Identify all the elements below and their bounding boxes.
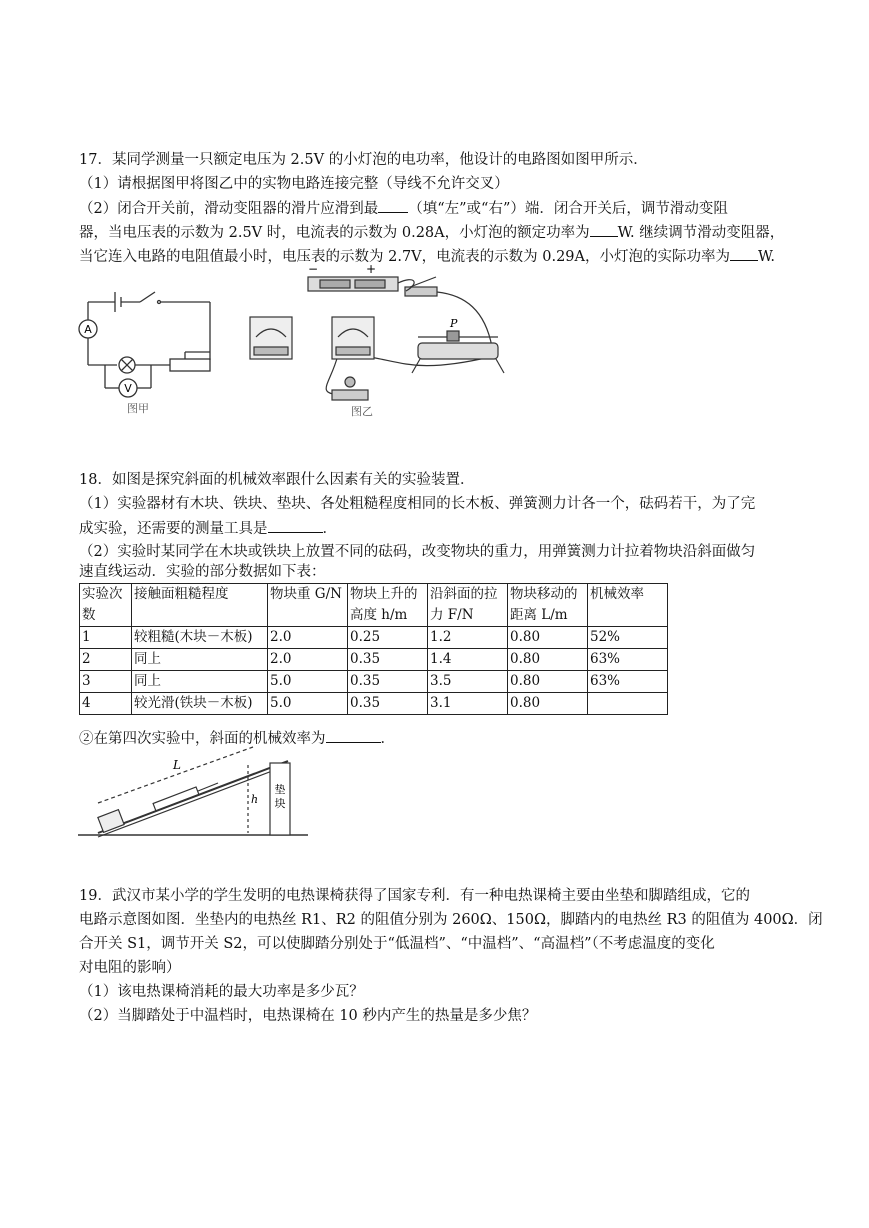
q18-line-6a: ②在第四次实验中，斜面的机械效率为 bbox=[79, 731, 326, 747]
incline-figure bbox=[78, 755, 318, 840]
table-header-cell: 接触面粗糙程度 bbox=[132, 584, 268, 627]
slider-label: P bbox=[450, 317, 458, 330]
table-cell: 0.25 bbox=[348, 627, 428, 649]
table-cell: 0.80 bbox=[508, 649, 588, 671]
table-cell bbox=[588, 693, 668, 715]
figure-jia-caption: 图甲 bbox=[127, 402, 149, 415]
q17-line-5 bbox=[79, 246, 775, 267]
table-cell: 2.0 bbox=[268, 649, 348, 671]
table-header-row bbox=[80, 584, 668, 627]
table-header-cell: 物块移动的 距离 L/m bbox=[508, 584, 588, 627]
q17-line-3a: （2）闭合开关前，滑动变阻器的滑片应滑到最 bbox=[79, 201, 379, 217]
table-cell: 63% bbox=[588, 649, 668, 671]
q18-line-6 bbox=[79, 728, 395, 749]
table-cell: 3.5 bbox=[428, 671, 508, 693]
table-cell: 同上 bbox=[132, 671, 268, 693]
table-row bbox=[80, 649, 668, 671]
table-cell: 0.35 bbox=[348, 693, 428, 715]
q18-line-4: （2）实验时某同学在木块或铁块上放置不同的砝码，改变物块的重力，用弹簧测力计拉着物块沿斜面做匀 bbox=[79, 544, 756, 560]
table-cell: 3 bbox=[80, 671, 132, 693]
block-label-bottom: 块 bbox=[274, 797, 286, 810]
q17-line-2: （1）请根据图甲将图乙中的实物电路连接完整（导线不允许交叉） bbox=[79, 176, 509, 192]
apparatus-yi bbox=[240, 262, 515, 420]
q17-line-5a: 当它连入电路的电阻值最小时，电压表的示数为 2.7V，电流表的示数为 0.29A，小灯泡的实际功率为 bbox=[79, 249, 731, 265]
table-header-cell: 物块上升的 高度 h/m bbox=[348, 584, 428, 627]
table-row bbox=[80, 671, 668, 693]
q17-line-1: 17．某同学测量一只额定电压为 2.5V 的小灯泡的电功率，他设计的电路图如图甲所示． bbox=[79, 152, 648, 168]
experiment-data-table bbox=[79, 583, 668, 715]
table-cell: 0.80 bbox=[508, 671, 588, 693]
q18-line-6b: ． bbox=[380, 731, 395, 747]
table-header-cell: 机械效率 bbox=[588, 584, 668, 627]
table-cell: 5.0 bbox=[268, 693, 348, 715]
length-L-label: L bbox=[173, 758, 181, 772]
q17-line-4 bbox=[79, 222, 784, 243]
q17-line-4b: W. 继续调节滑动变阻器， bbox=[617, 225, 785, 241]
q18-line-3b: ． bbox=[322, 521, 337, 537]
table-cell: 0.80 bbox=[508, 693, 588, 715]
q18-line-3 bbox=[79, 518, 337, 539]
table-cell: 较粗糙(木块－木板) bbox=[132, 627, 268, 649]
table-row bbox=[80, 693, 668, 715]
voltmeter-label: V bbox=[124, 382, 132, 395]
battery-plus-label: + bbox=[366, 262, 377, 276]
table-cell: 3.1 bbox=[428, 693, 508, 715]
block-label-top: 垫 bbox=[274, 783, 286, 796]
table-cell: 1.4 bbox=[428, 649, 508, 671]
q18-line-2: （1）实验器材有木块、铁块、垫块、各处粗糙程度相同的长木板、弹簧测力计各一个，砝码若干，为了完 bbox=[79, 496, 756, 512]
table-cell: 0.80 bbox=[508, 627, 588, 649]
q17-line-4a: 器，当电压表的示数为 2.5V 时，电流表的示数为 0.28A，小灯泡的额定功率为 bbox=[79, 225, 590, 241]
table-header-cell: 物块重 G/N bbox=[268, 584, 348, 627]
answer-blank[interactable] bbox=[590, 222, 618, 237]
table-cell: 2.0 bbox=[268, 627, 348, 649]
q19-line-6: （2）当脚踏处于中温档时，电热课椅在 10 秒内产生的热量是多少焦？ bbox=[79, 1008, 537, 1024]
table-cell: 63% bbox=[588, 671, 668, 693]
height-h-label: h bbox=[251, 793, 259, 806]
q19-line-3: 合开关 S1，调节开关 S2，可以使脚踏分别处于“低温档”、“中温档”、“高温档”（不考虑温度的变化 bbox=[79, 936, 715, 952]
q19-line-4: 对电阻的影响） bbox=[79, 960, 181, 976]
q17-line-5b: W. bbox=[758, 249, 775, 265]
q18-line-3a: 成实验，还需要的测量工具是 bbox=[79, 521, 268, 537]
q19-line-1: 19．武汉市某小学的学生发明的电热课椅获得了国家专利．有一种电热课椅主要由坐垫和脚踏组成，它的 bbox=[79, 888, 750, 904]
table-row bbox=[80, 627, 668, 649]
battery-minus-label: − bbox=[308, 262, 319, 276]
q17-line-3 bbox=[79, 198, 728, 219]
q19-line-5: （1）该电热课椅消耗的最大功率是多少瓦？ bbox=[79, 984, 364, 1000]
table-cell: 2 bbox=[80, 649, 132, 671]
q19-line-2: 电路示意图如图．坐垫内的电热丝 R1、R2 的阻值分别为 260Ω、150Ω，脚踏内的电热丝 R3 的阻值为 400Ω．闭 bbox=[79, 912, 823, 928]
q17-line-3b: （填“左”或“右”）端．闭合开关后，调节滑动变阻 bbox=[408, 201, 728, 217]
answer-blank[interactable] bbox=[326, 728, 381, 743]
table-cell: 5.0 bbox=[268, 671, 348, 693]
answer-blank[interactable] bbox=[378, 198, 408, 213]
table-cell: 同上 bbox=[132, 649, 268, 671]
table-cell: 4 bbox=[80, 693, 132, 715]
table-cell: 1.2 bbox=[428, 627, 508, 649]
ammeter-label: A bbox=[84, 323, 92, 336]
figure-yi-caption: 图乙 bbox=[351, 405, 373, 418]
q18-line-1: 18．如图是探究斜面的机械效率跟什么因素有关的实验装置． bbox=[79, 472, 475, 488]
table-header-cell: 实验次 数 bbox=[80, 584, 132, 627]
q18-line-5: 速直线运动．实验的部分数据如下表： bbox=[79, 564, 326, 580]
table-cell: 0.35 bbox=[348, 671, 428, 693]
answer-blank[interactable] bbox=[268, 518, 323, 533]
table-cell: 0.35 bbox=[348, 649, 428, 671]
circuit-diagram-jia bbox=[75, 280, 225, 420]
table-cell: 较光滑(铁块－木板) bbox=[132, 693, 268, 715]
table-header-cell: 沿斜面的拉 力 F/N bbox=[428, 584, 508, 627]
table-cell: 52% bbox=[588, 627, 668, 649]
answer-blank[interactable] bbox=[730, 246, 758, 261]
table-cell: 1 bbox=[80, 627, 132, 649]
